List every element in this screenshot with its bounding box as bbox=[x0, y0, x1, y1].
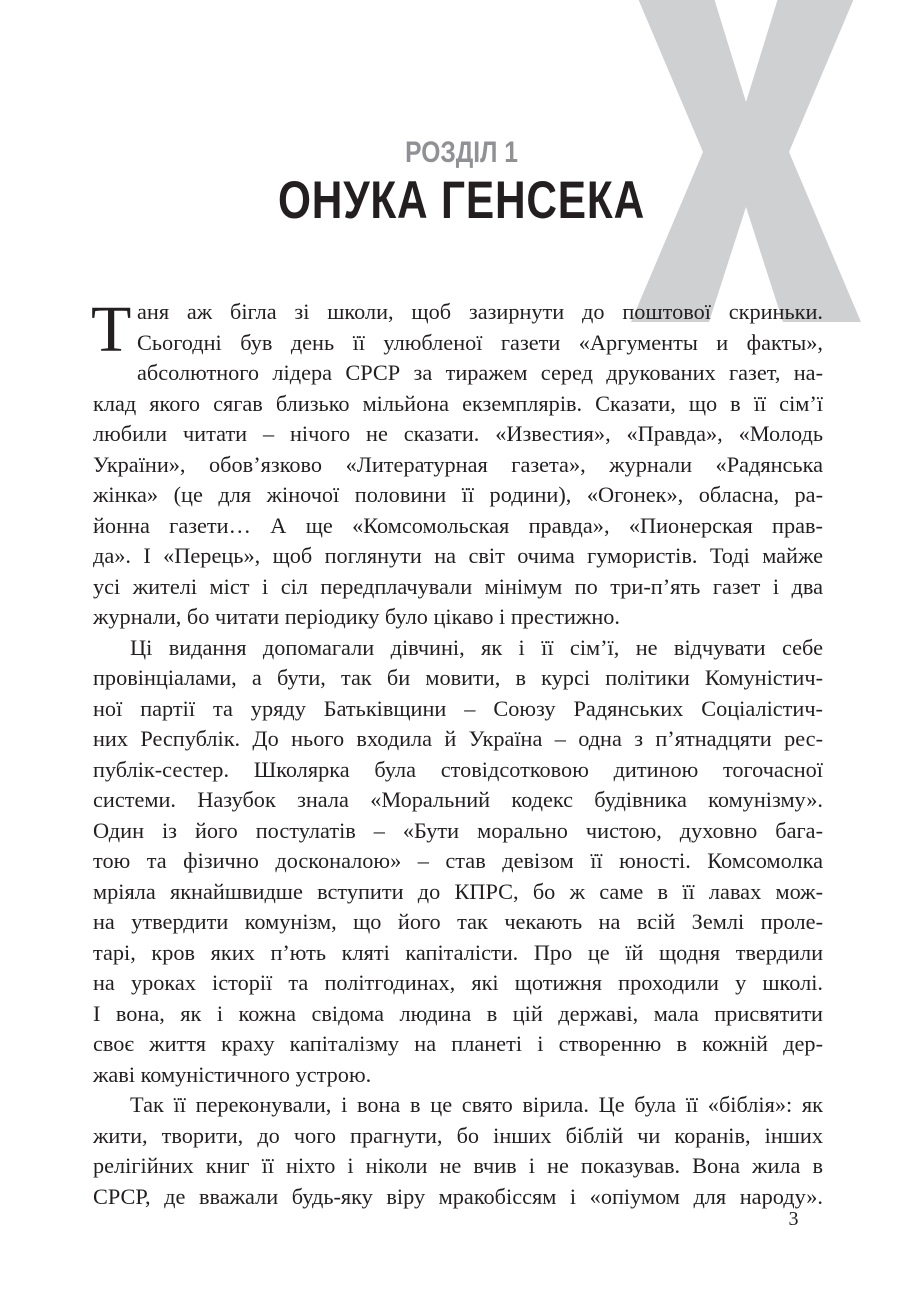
text-line: усі жителі міст і сіл передплачували мінімум по три-п’ять газет і два bbox=[93, 573, 823, 599]
text-line: абсолютного лідера СРСР за тиражем серед друкованих газет, на- bbox=[137, 360, 823, 385]
text-line: Ці видання допомагали дівчині, як і її сім’ї, не відчувати себе bbox=[130, 634, 823, 660]
text-line: клад якого сягав близько мільйона екземплярів. Сказати, що в її сім’ї bbox=[93, 390, 823, 416]
text-line: на уроках історії та політгодинах, які щотижня проходили у школі. bbox=[93, 970, 823, 995]
text-line: тарі, кров яких п’ють кляті капіталісти. Про це їй щодня твердили bbox=[93, 939, 823, 965]
section-label: РОЗДІЛ 1 bbox=[405, 136, 518, 169]
text-line: України», обов’язково «Литературная газета», журнали «Радянська bbox=[93, 451, 823, 477]
text-line: системи. Назубок знала «Моральний кодекс будівника комунізму». bbox=[93, 787, 823, 812]
text-line: тою та фізично досконалою» – став девізом її юності. Комсомолка bbox=[93, 848, 823, 873]
text-line: жити, творити, до чого прагнути, бо інших біблій чи коранів, інших bbox=[93, 1122, 823, 1148]
text-line: Сьогодні був день її улюбленої газети «Аргументы и факты», bbox=[137, 329, 823, 355]
text-line: Так її переконували, і вона в це свято вірила. Це була її «біблія»: як bbox=[130, 1092, 823, 1117]
page-number bbox=[0, 1208, 923, 1231]
text-line: на утвердити комунізм, що його так чекають на всій Землі проле- bbox=[93, 909, 823, 934]
text-line: мріяла якнайшвидше вступити до КПРС, бо ж саме в її лавах мож- bbox=[93, 878, 823, 904]
text-line: аня аж бігла зі школи, щоб зазирнути до поштової скриньки. bbox=[137, 299, 823, 324]
text-line: жінка» (це для жіночої половини її родини), «Огонек», обласна, ра- bbox=[93, 482, 823, 507]
text-line: журнали, бо читати періодику було цікаво і престижно. bbox=[93, 604, 620, 629]
chapter-title: ОНУКА ГЕНСЕКА bbox=[278, 171, 645, 230]
text-line: ної партії та уряду Батьківщини – Союзу Радянських Соціалістич- bbox=[93, 695, 823, 721]
text-line: І вона, як і кожна свідома людина в цій державі, мала присвятити bbox=[93, 1000, 823, 1026]
text-line: любили читати – нічого не сказати. «Известия», «Правда», «Молодь bbox=[93, 421, 823, 446]
page-number-value: 3 bbox=[788, 1208, 799, 1230]
text-line: них Республік. До нього входила й Україна – одна з п’ятнадцяти рес- bbox=[93, 726, 823, 751]
text-line: Один із його постулатів – «Бути морально чистою, духовно бага- bbox=[93, 817, 823, 843]
text-line: своє життя краху капіталізму на планеті і створенню в кожній дер- bbox=[93, 1031, 823, 1056]
text-line: да». І «Перець», щоб поглянути на світ очима гумористів. Тоді майже bbox=[93, 543, 823, 568]
text-line: йонна газети… А ще «Комсомольская правда», «Пионерская прав- bbox=[93, 512, 823, 538]
body-text bbox=[91, 293, 823, 1212]
text-line: публік-сестер. Школярка була стовідсотковою дитиною тогочасної bbox=[93, 756, 823, 782]
drop-cap: Т bbox=[91, 293, 132, 366]
text-line: жаві комуністичного устрою. bbox=[93, 1061, 372, 1087]
text-line: СРСР, де вважали будь-яку віру мракобіссям і «опіумом для народу». bbox=[93, 1183, 823, 1209]
text-line: провінціалами, а бути, так би мовити, в курсі політики Комуністич- bbox=[93, 665, 823, 690]
text-line: релігійних книг її ніхто і ніколи не вчив і не показував. Вона жила в bbox=[93, 1153, 823, 1178]
